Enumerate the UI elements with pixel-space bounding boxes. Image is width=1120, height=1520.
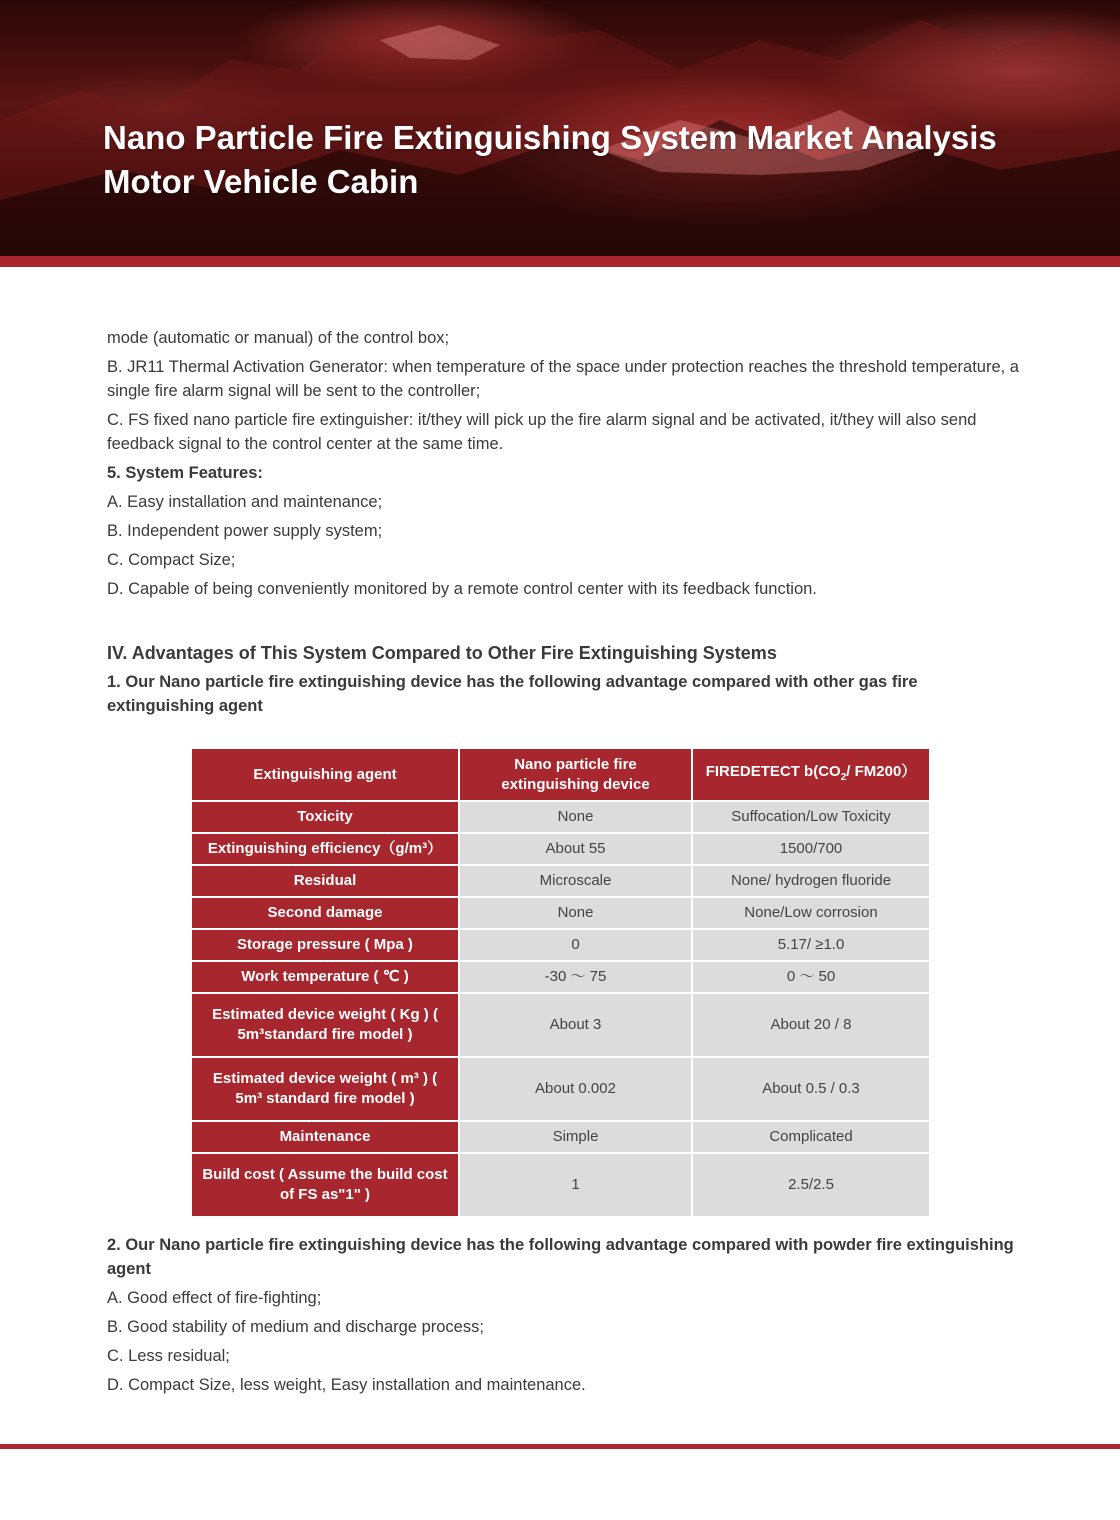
table-row [191,865,930,897]
column-header: Extinguishing agent [191,748,459,801]
intro-item-b: B. JR11 Thermal Activation Generator: when temperature of the space under protection reaches the threshold temperature, a single fire alarm signal will be sent to the controller; [107,358,1019,400]
feature-item: D. Capable of being conveniently monitored by a remote control center with its feedback function. [107,580,817,598]
footer-divider [0,1444,1120,1449]
comparison-table [190,747,931,1218]
row-label: Storage pressure ( Mpa ) [191,929,459,961]
column-header-text: / FM200） [846,762,917,780]
row-label: Residual [191,865,459,897]
table-row [191,833,930,865]
other-value: None/ hydrogen fluoride [692,865,930,897]
nano-value: About 55 [459,833,692,865]
intro-item-c: C. FS fixed nano particle fire extinguisher: it/they will pick up the fire alarm signal and be activated, it/they will also send feedback signal to the control center at the same time. [107,411,977,453]
table-row [191,801,930,833]
section-4-continued [107,1233,1027,1402]
section-heading: IV. Advantages of This System Compared to Other Fire Extinguishing Systems [107,643,777,663]
advantage-item: A. Good effect of fire-fighting; [107,1289,322,1307]
table-row [191,1121,930,1153]
feature-item: A. Easy installation and maintenance; [107,493,383,511]
intro-line: mode (automatic or manual) of the control box; [107,329,450,347]
other-value: 2.5/2.5 [692,1153,930,1217]
row-label: Work temperature ( ℃ ) [191,961,459,993]
title-line-2: Motor Vehicle Cabin [103,163,419,200]
feature-item: C. Compact Size; [107,551,236,569]
feature-item: B. Independent power supply system; [107,522,383,540]
other-value: Complicated [692,1121,930,1153]
row-label: Extinguishing efficiency（g/m³） [191,833,459,865]
subscript-2: 2 [840,771,847,783]
row-label: Second damage [191,897,459,929]
column-header: Nano particle fire extinguishing device [459,748,692,801]
table-row [191,929,930,961]
advantage-item: C. Less residual; [107,1347,230,1365]
other-value: Suffocation/Low Toxicity [692,801,930,833]
nano-value: About 0.002 [459,1057,692,1121]
nano-value: -30 ～ 75 [459,961,692,993]
other-value: About 20 / 8 [692,993,930,1057]
table-row [191,1057,930,1121]
advantage-item: D. Compact Size, less weight, Easy installation and maintenance. [107,1376,586,1394]
nano-value: 1 [459,1153,692,1217]
nano-value: None [459,801,692,833]
row-label: Estimated device weight ( Kg ) ( 5m³standard fire model ) [191,993,459,1057]
other-value: 0 ～ 50 [692,961,930,993]
nano-value: None [459,897,692,929]
nano-value: Microscale [459,865,692,897]
other-value: About 0.5 / 0.3 [692,1057,930,1121]
table-row [191,961,930,993]
subsection-heading-2: 2. Our Nano particle fire extinguishing device has the following advantage compared with powder fire extinguishing agent [107,1236,1014,1278]
row-label: Maintenance [191,1121,459,1153]
table-row [191,1153,930,1217]
table-row [191,897,930,929]
row-label: Toxicity [191,801,459,833]
header-banner [0,0,1120,256]
other-value: None/Low corrosion [692,897,930,929]
title-line-1: Nano Particle Fire Extinguishing System Market Analysis [103,119,997,156]
nano-value: Simple [459,1121,692,1153]
main-content [107,326,1027,718]
column-header [692,748,930,801]
header-divider [0,256,1120,267]
row-label: Build cost ( Assume the build cost of FS as"1" ) [191,1153,459,1217]
nano-value: 0 [459,929,692,961]
other-value: 5.17/ ≥1.0 [692,929,930,961]
table-row [191,993,930,1057]
column-header-text: FIREDETECT b(CO [705,762,841,780]
page-title [103,116,1103,204]
table-header-row [191,748,930,801]
other-value: 1500/700 [692,833,930,865]
nano-value: About 3 [459,993,692,1057]
subsection-heading-1: 1. Our Nano particle fire extinguishing device has the following advantage compared with other gas fire extinguishing agent [107,673,918,715]
features-heading: 5. System Features: [107,464,263,482]
advantage-item: B. Good stability of medium and discharge process; [107,1318,484,1336]
row-label: Estimated device weight ( m³ ) ( 5m³ standard fire model ) [191,1057,459,1121]
